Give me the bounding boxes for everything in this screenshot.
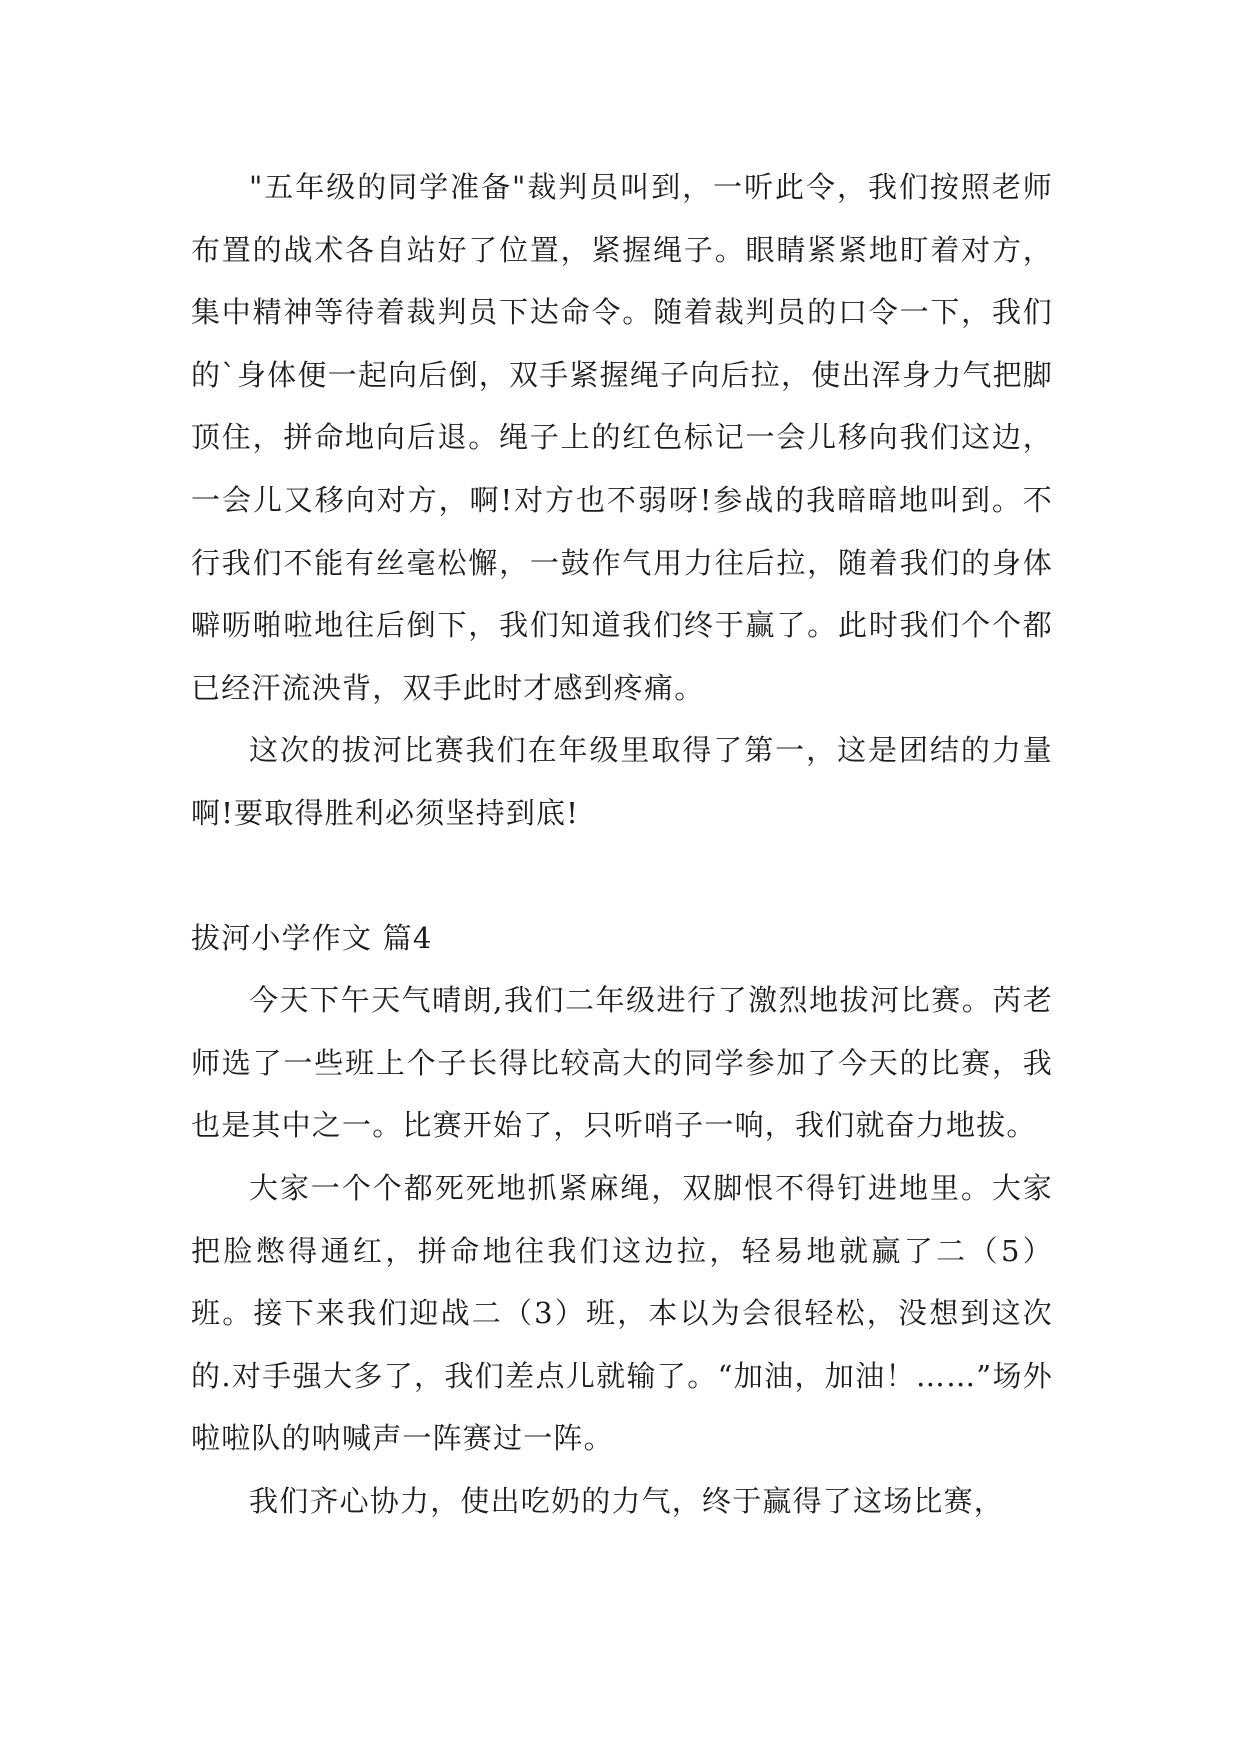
document-body [191,156,1053,1532]
paragraph-tug-of-war-match: "五年级的同学准备"裁判员叫到，一听此令，我们按照老师布置的战术各自站好了位置，紧握绳子。眼睛紧紧地盯着对方，集中精神等待着裁判员下达命令。随着裁判员的口令一下，我们的`身体便一起向后倒，双手紧握绳子向后拉，使出浑身力气把脚顶住，拼命地向后退。绳子上的红色标记一会儿移向我们这边，一会儿又移向对方，啊!对方也不弱呀!参战的我暗暗地叫到。不行我们不能有丝毫松懈，一鼓作气用力往后拉，随着我们的身体噼呖啪啦地往后倒下，我们知道我们终于赢了。此时我们个个都已经汗流泱背，双手此时才感到疼痛。 [191,170,1053,705]
paragraph-matches: 大家一个个都死死地抓紧麻绳，双脚恨不得钉进地里。大家把脸憋得通红，拼命地往我们这边拉，轻易地就赢了二（5）班。接下来我们迎战二（3）班，本以为会很轻松，没想到这次的.对手强大多了，我们差点儿就输了。“加油，加油！……”场外啦啦队的呐喊声一阵赛过一阵。 [191,1170,1053,1456]
section-title: 拔河小学作文 篇4 [191,920,433,955]
paragraph-intro: 今天下午天气晴朗,我们二年级进行了激烈地拔河比赛。芮老师选了一些班上个子长得比较高大的同学参加了今天的比赛，我也是其中之一。比赛开始了，只听哨子一响，我们就奋力地拔。 [191,983,1053,1143]
paragraph-victory: 我们齐心协力，使出吃奶的力气，终于赢得了这场比赛， [249,1483,1005,1518]
paragraph-conclusion: 这次的拔河比赛我们在年级里取得了第一，这是团结的力量啊!要取得胜利必须坚持到底! [191,733,1053,830]
